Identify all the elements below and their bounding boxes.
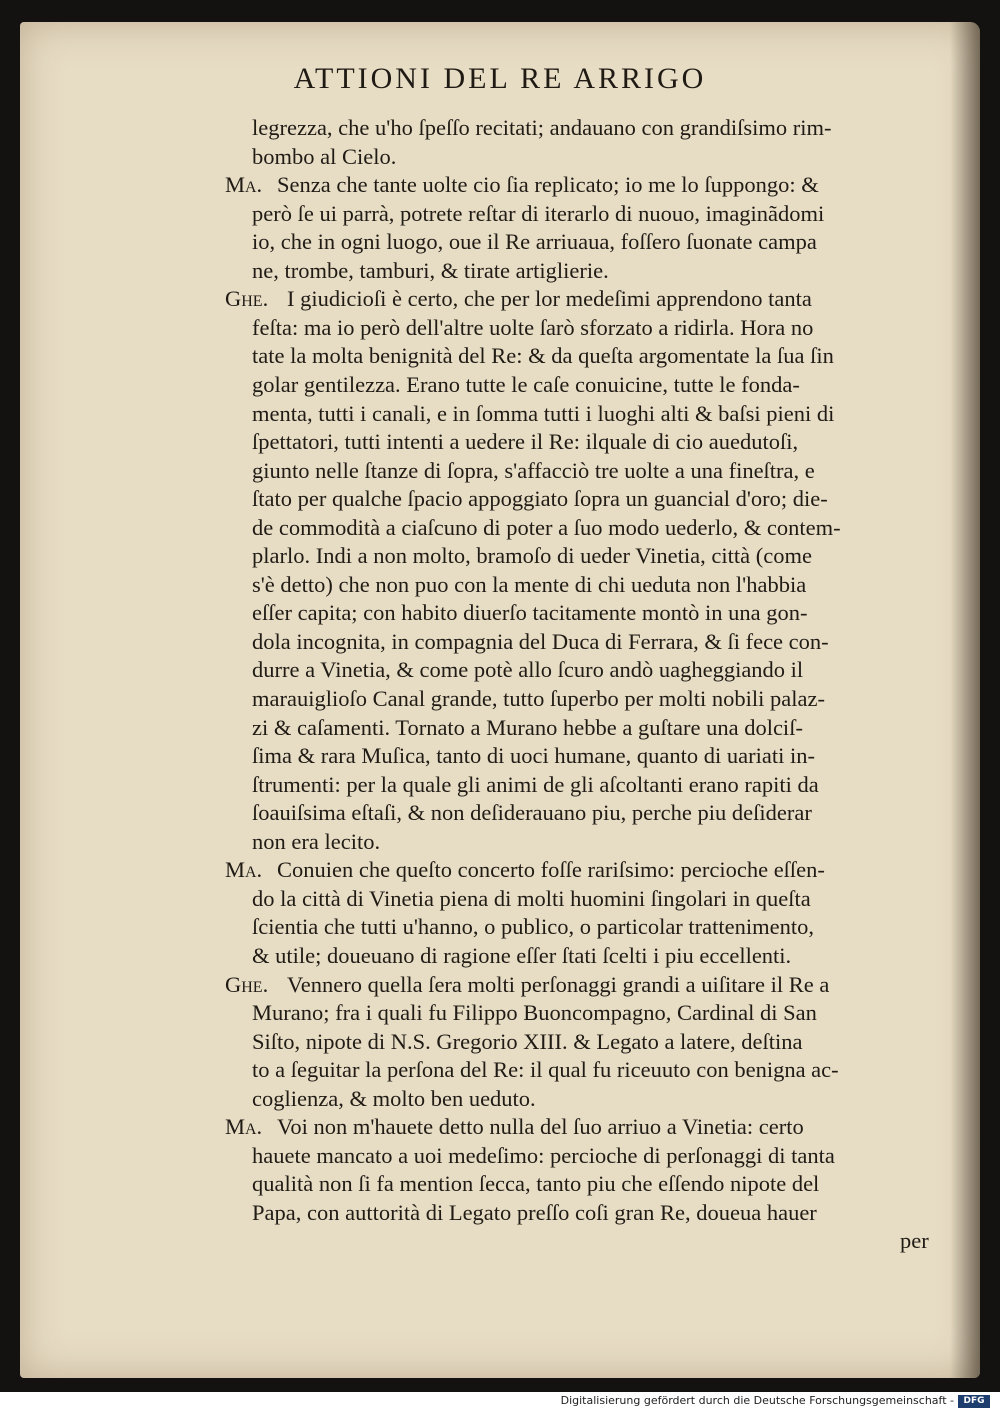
speaker-label: Ma. — [225, 1114, 263, 1140]
text-line: però ſe ui parrà, potrete reſtar di iterarlo di nuouo, imaginãdomi — [252, 200, 825, 226]
funding-note: Digitalisierung gefördert durch die Deutsche Forschungsgemeinschaft - — [560, 1394, 954, 1407]
text-line: ſcientia che tutti u'hanno, o publico, o particolar trattenimento, — [252, 914, 815, 940]
text-line: ne, trombe, tamburi, & tirate artiglierie. — [252, 257, 609, 283]
dfg-logo: DFG — [958, 1395, 990, 1408]
text-line: legrezza, che u'ho ſpeſſo recitati; andauano con grandiſsimo rim- — [252, 115, 832, 140]
text-line: to a ſeguitar la perſona del Re: il qual fu riceuuto con benigna ac- — [252, 1057, 839, 1083]
text-line: hauete mancato a uoi medeſimo: percioche di perſonaggi di tanta — [252, 1142, 835, 1168]
book-page — [20, 22, 980, 1378]
page-body — [20, 22, 980, 1378]
speaker-label: Ma. — [225, 857, 263, 883]
text-line: de commodità a ciaſcuno di poter a ſuo modo uederlo, & contem- — [252, 514, 841, 540]
text-line: zi & caſamenti. Tornato a Murano hebbe a guſtare una dolciſ- — [252, 714, 803, 740]
text-line: golar gentilezza. Erano tutte le caſe conuicine, tutte le fonda- — [252, 371, 800, 397]
text-line: coglienza, & molto ben ueduto. — [252, 1085, 536, 1111]
text-line: feſta: ma io però dell'altre uolte ſarò sforzato a ridirla. Hora no — [252, 314, 814, 340]
speaker-label: Ghe. — [225, 971, 269, 997]
text-line: bombo al Cielo. — [252, 143, 397, 169]
text-line: menta, tutti i canali, e in ſomma tutti i luoghi alti & baſsi pieni di — [252, 400, 835, 426]
text-line: Voi non m'hauete detto nulla del ſuo arriuo a Vinetia: certo — [277, 1114, 804, 1140]
text-line: s'è detto) che non puo con la mente di chi ueduta non l'habbia — [252, 571, 807, 597]
text-line: non era lecito. — [252, 828, 381, 854]
speaker-label: Ma. — [225, 172, 263, 198]
text-line: Vennero quella ſera molti perſonaggi grandi a uiſitare il Re a — [287, 971, 830, 997]
text-line: giunto nelle ſtanze di ſopra, s'affacciò tre uolte a una fineſtra, e — [252, 457, 815, 483]
text-line: ſoauiſsima eſtaſi, & non deſiderauano piu, perche piu deſiderar — [252, 800, 812, 826]
text-line: & utile; doueuano di ragione eſſer ſtati ſcelti i piu eccellenti. — [252, 942, 792, 968]
text-line: I giudicioſi è certo, che per lor medeſimi apprendono tanta — [287, 286, 812, 312]
text-line: Siſto, nipote di N.S. Gregorio XIII. & Legato a latere, deſtina — [252, 1028, 803, 1054]
text-line: Papa, con auttorità di Legato preſſo coſi gran Re, doueua hauer — [252, 1199, 817, 1225]
text-line: eſſer capita; con habito diuerſo tacitamente montò in una gon- — [252, 600, 808, 626]
text-line: ſtato per qualche ſpacio appoggiato ſopra un guancial d'oro; die- — [252, 486, 828, 512]
text-line: tate la molta benignità del Re: & da queſta argomentate la ſua ſin — [252, 343, 834, 369]
speaker-label: Ghe. — [225, 286, 269, 312]
text-line: Murano; fra i quali fu Filippo Buoncompagno, Cardinal di San — [252, 1000, 817, 1026]
text-line: ſpettatori, tutti intenti a uedere il Re: ilquale di cio auedutoſi, — [252, 429, 799, 455]
catchword: per — [900, 1228, 929, 1254]
footer-bar — [0, 1392, 1000, 1411]
text-line: Senza che tante uolte cio ſia replicato; io me lo ſuppongo: & — [277, 172, 819, 198]
text-line: durre a Vinetia, & come potè allo ſcuro andò uagheggiando il — [252, 657, 804, 683]
text-line: marauiglioſo Canal grande, tutto ſuperbo per molti nobili palaz- — [252, 686, 825, 711]
text-line: io, che in ogni luogo, oue il Re arriuaua, foſſero ſuonate campa — [252, 229, 817, 255]
text-line: ſima & rara Muſica, tanto di uoci humane, quanto di uariati in- — [252, 743, 815, 769]
text-line: Conuien che queſto concerto foſſe rariſsimo: percioche eſſen- — [277, 857, 825, 883]
text-line: ſtrumenti: per la quale gli animi de gli aſcoltanti erano rapiti da — [252, 771, 819, 797]
text-line: qualità non ſi fa mention ſecca, tanto piu che eſſendo nipote del — [252, 1171, 820, 1197]
text-line: dola incognita, in compagnia del Duca di Ferrara, & ſi fece con- — [252, 628, 829, 654]
text-line: do la città di Vinetia piena di molti huomini ſingolari in queſta — [252, 885, 811, 911]
text-line: plarlo. Indi a non molto, bramoſo di ueder Vinetia, città (come — [252, 543, 812, 569]
running-title: ATTIONI DEL RE ARRIGO — [293, 62, 707, 95]
